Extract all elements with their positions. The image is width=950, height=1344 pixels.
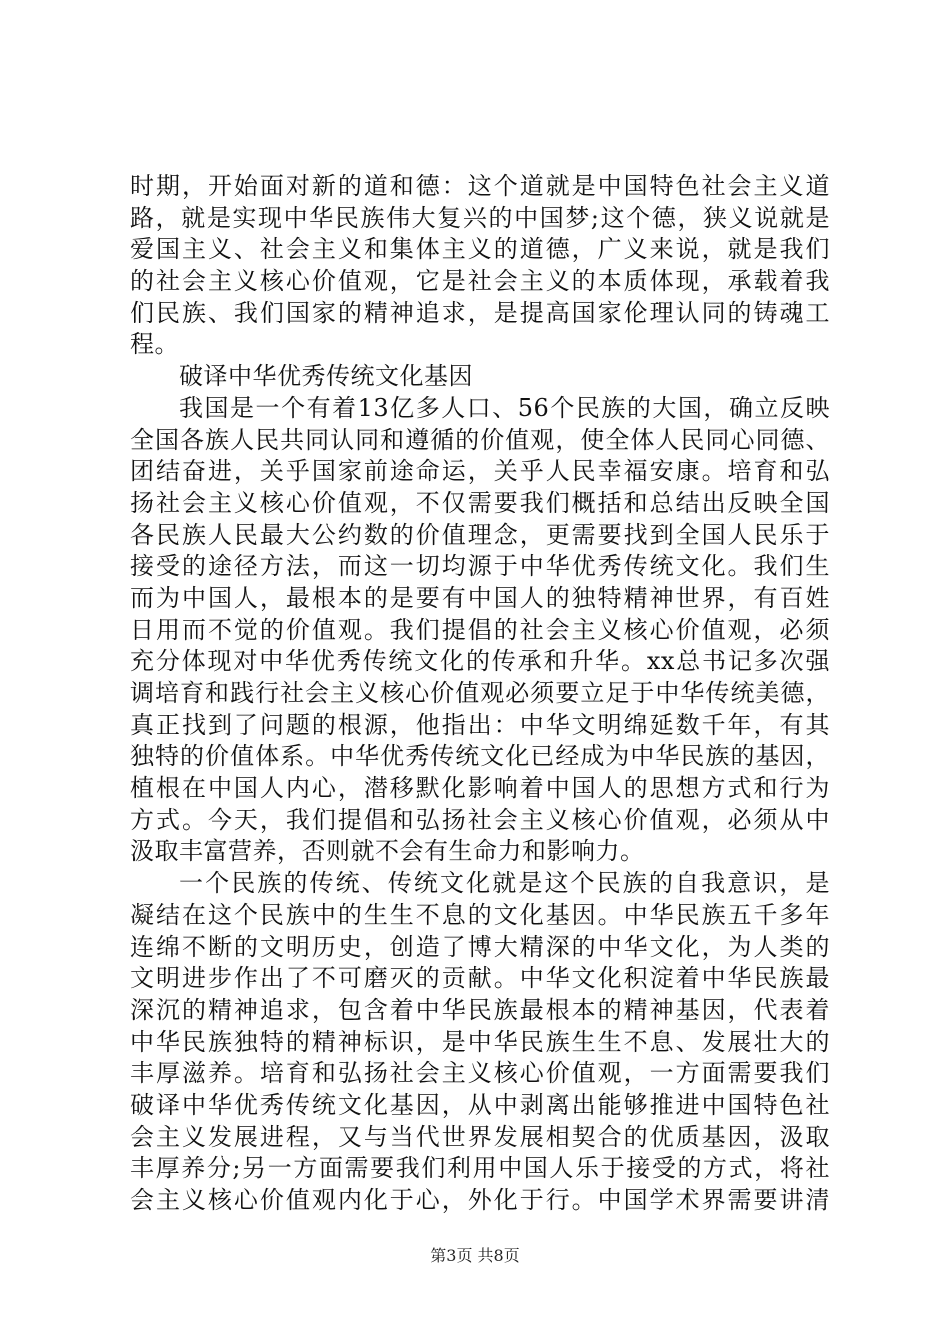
- text-line: 而为中国人，最根本的是要有中国人的独特精神世界，有百姓: [130, 583, 830, 612]
- text-line: 破译中华优秀传统文化基因，从中剥离出能够推进中国特色社: [130, 1090, 830, 1119]
- text-line: 调培育和践行社会主义核心价值观必须要立足于中华传统美德，: [130, 679, 830, 707]
- text-line: 丰厚滋养。培育和弘扬社会主义核心价值观，一方面需要我们: [130, 1059, 830, 1088]
- text-line: 扬社会主义核心价值观，不仅需要我们概括和总结出反映全国: [130, 488, 830, 517]
- text-line: 全国各族人民共同认同和遵循的价值观，使全体人民同心同德、: [130, 425, 830, 454]
- text-line: 真正找到了问题的根源，他指出：中华文明绵延数千年，有其: [130, 710, 830, 739]
- text-line: 的社会主义核心价值观，它是社会主义的本质体现，承载着我: [130, 267, 830, 296]
- text-line: 日用而不觉的价值观。我们提倡的社会主义核心价值观，必须: [130, 615, 830, 644]
- section-heading: 破译中华优秀传统文化基因: [179, 362, 473, 391]
- text-line: 会主义核心价值观内化于心，外化于行。中国学术界需要讲清: [130, 1186, 830, 1214]
- text-line: 一个民族的传统、传统文化就是这个民族的自我意识，是: [179, 869, 830, 898]
- text-line: 深沉的精神追求，包含着中华民族最根本的精神基因，代表着: [130, 995, 830, 1024]
- text-line: 们民族、我们国家的精神追求，是提高国家伦理认同的铸魂工: [130, 298, 830, 327]
- text-line: 爱国主义、社会主义和集体主义的道德，广义来说，就是我们: [130, 235, 830, 264]
- text-line: 连绵不断的文明历史，创造了博大精深的中华文化，为人类的: [130, 932, 830, 961]
- text-line: 方式。今天，我们提倡和弘扬社会主义核心价值观，必须从中: [130, 805, 830, 834]
- text-line: 路，就是实现中华民族伟大复兴的中国梦;这个德，狭义说就是: [130, 203, 830, 232]
- text-line: 会主义发展进程，又与当代世界发展相契合的优质基因，汲取: [130, 1122, 830, 1151]
- text-line: 接受的途径方法，而这一切均源于中华优秀传统文化。我们生: [130, 552, 830, 581]
- text-line: 凝结在这个民族中的生生不息的文化基因。中华民族五千多年: [130, 900, 830, 929]
- text-line: 独特的价值体系。中华优秀传统文化已经成为中华民族的基因，: [130, 742, 830, 771]
- text-line: 汲取丰富营养，否则就不会有生命力和影响力。: [130, 837, 645, 866]
- text-line: 丰厚养分;另一方面需要我们利用中国人乐于接受的方式，将社: [130, 1154, 830, 1183]
- text-line: 中华民族独特的精神标识，是中华民族生生不息、发展壮大的: [130, 1027, 830, 1056]
- text-line: 程。: [130, 330, 179, 359]
- document-body: [130, 171, 830, 1217]
- text-line: 团结奋进，关乎国家前途命运，关乎人民幸福安康。培育和弘: [130, 457, 830, 486]
- text-line: 时期，开始面对新的道和德：这个道就是中国特色社会主义道: [130, 172, 830, 200]
- text-line: 文明进步作出了不可磨灭的贡献。中华文化积淀着中华民族最: [130, 964, 830, 993]
- text-line: 我国是一个有着13亿多人口、56个民族的大国，确立反映: [179, 393, 830, 422]
- text-line: 植根在中国人内心，潜移默化影响着中国人的思想方式和行为: [130, 774, 830, 803]
- text-line: 各民族人民最大公约数的价值理念，更需要找到全国人民乐于: [130, 520, 830, 549]
- text-line: 充分体现对中华优秀传统文化的传承和升华。xx总书记多次强: [130, 647, 830, 676]
- page-footer: 第3页 共8页: [430, 1246, 520, 1265]
